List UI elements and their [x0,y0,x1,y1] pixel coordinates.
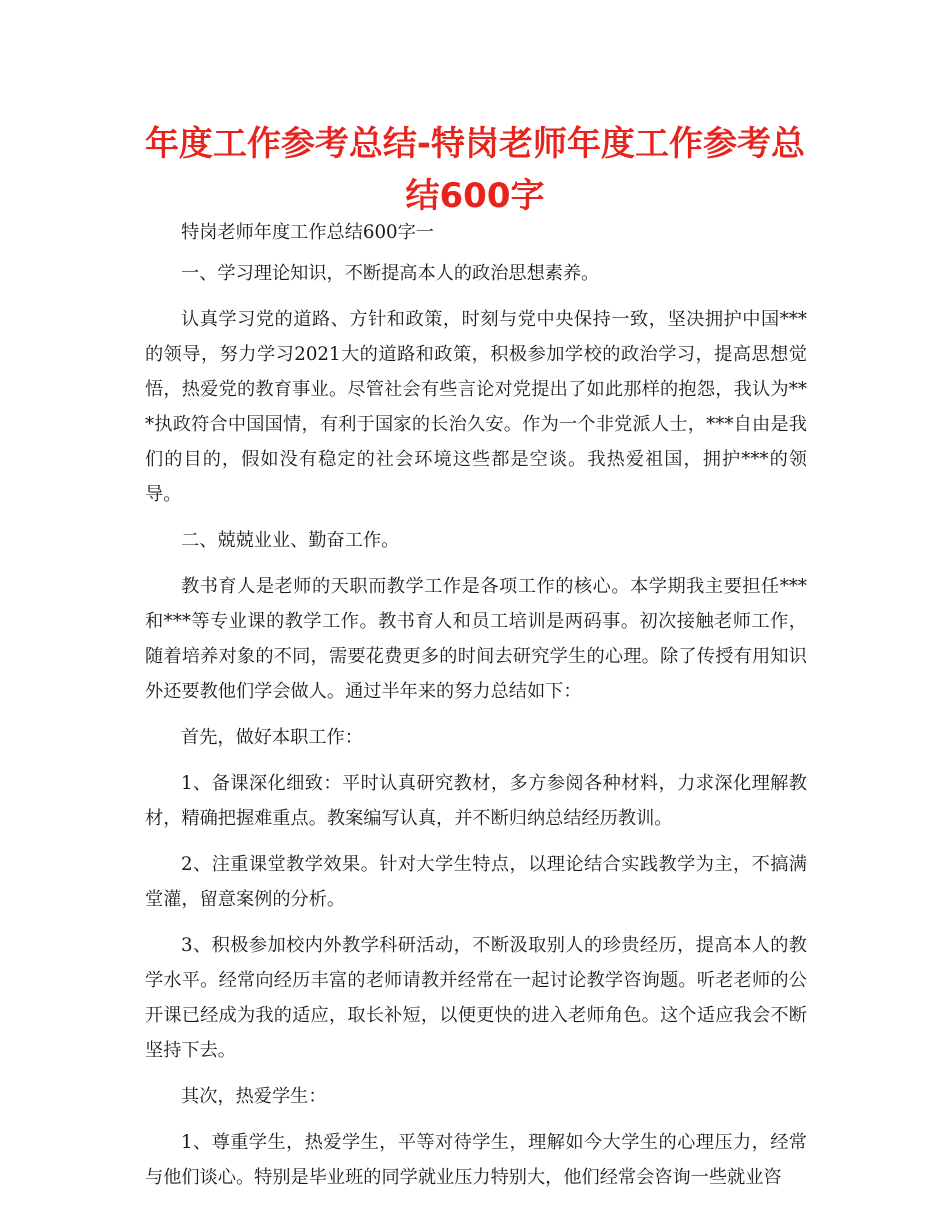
list-item: 1、备课深化细致：平时认真研究教材，多方参阅各种材料，力求深化理解教材，精确把握难重点。教案编写认真，并不断归纳总结经历教训。 [145,773,807,829]
paragraph: 其次，热爱学生： [181,1086,327,1107]
document-body [145,218,807,1206]
list-item: 3、积极参加校内外教学科研活动，不断汲取别人的珍贵经历，提高本人的教学水平。经常向经历丰富的老师请教并经常在一起讨论教学咨询题。听老老师的公开课已经成为我的适应，取长补短，以便更快的进入老师角色。这个适应我会不断坚持下去。 [145,935,807,1061]
paragraph: 认真学习党的道路、方针和政策，时刻与党中央保持一致，坚决拥护中国***的领导，努力学习2021大的道路和政策，积极参加学校的政治学习，提高思想觉悟，热爱党的教育事业。尽管社会有些言论对党提出了如此那样的抱怨，我认为***执政符合中国国情，有利于国家的长治久安。作为一个非党派人士，***自由是我们的目的，假如没有稳定的社会环境这些都是空谈。我热爱祖国，拥护***的领导。 [145,309,807,505]
section-heading-2: 二、兢兢业业、勤奋工作。 [181,530,400,551]
paragraph: 首先，做好本职工作： [181,727,363,748]
document-title: 年度工作参考总结-特岗老师年度工作参考总结600字 [144,124,806,216]
list-item: 1、尊重学生，热爱学生，平等对待学生，理解如今大学生的心理压力，经常与他们谈心。特别是毕业班的同学就业压力特别大，他们经常会咨询一些就业咨 [145,1132,807,1188]
section-heading-1: 一、学习理论知识，不断提高本人的政治思想素养。 [181,263,600,284]
list-item: 2、注重课堂教学效果。针对大学生特点，以理论结合实践教学为主，不搞满堂灌，留意案例的分析。 [145,854,807,910]
subtitle-paragraph: 特岗老师年度工作总结600字一 [181,222,434,243]
paragraph: 教书育人是老师的天职而教学工作是各项工作的核心。本学期我主要担任***和***等专业课的教学工作。教书育人和员工培训是两码事。初次接触老师工作，随着培养对象的不同，需要花费更多的时间去研究学生的心理。除了传授有用知识外还要教他们学会做人。通过半年来的努力总结如下： [145,576,807,702]
